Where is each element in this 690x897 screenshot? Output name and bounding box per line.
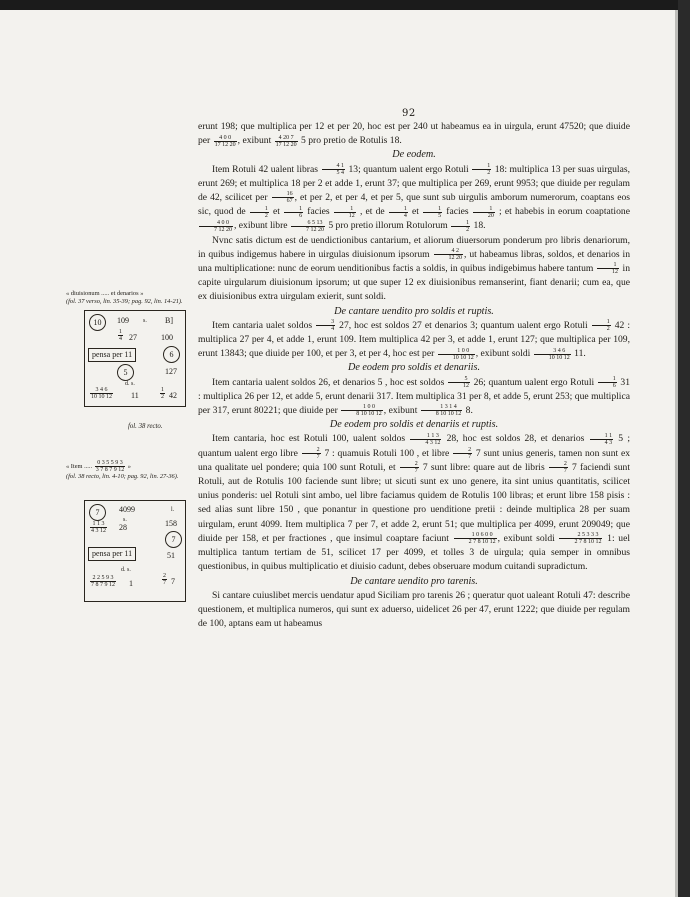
diagram-value: 11 <box>131 391 139 400</box>
fraction: $\frac{1 1 3}{4 3 12}$ <box>410 433 441 446</box>
scan-top-edge <box>0 0 690 10</box>
pensa-box: pensa per 11 <box>88 348 136 362</box>
fraction: $\frac{1}{2}$ <box>451 220 470 233</box>
section-heading-1: De eodem. <box>392 149 436 161</box>
fraction: $\frac{1}{6}$ <box>284 206 303 219</box>
fraction: $\frac{4 1}{5 4}$ <box>322 163 346 176</box>
fraction: $\frac{1}{2}$ <box>592 319 611 332</box>
main-text <box>198 120 630 631</box>
diagram-value: 7 <box>171 577 175 586</box>
page-number: 92 <box>402 108 416 119</box>
section-heading-2: De cantare uendito pro soldis et ruptis. <box>334 305 494 317</box>
fraction: $\frac{1 1}{4 3}$ <box>590 433 614 446</box>
diagram-value: 27 <box>129 333 137 342</box>
diagram-value: 158 <box>165 519 177 528</box>
section-heading-4: De eodem pro soldis et denariis et ruptis. <box>329 419 499 431</box>
fraction: $\frac{1 0 6 0 0}{2 7 8 10 12}$ <box>454 532 497 545</box>
fraction: $\frac{2}{7}$ <box>302 447 321 460</box>
diagram-value: 4099 <box>119 505 135 514</box>
circled-number: 10 <box>89 314 106 331</box>
fraction: $\frac{3}{4}$ <box>316 319 335 332</box>
fraction: $\frac{16}{67}$ <box>272 191 294 204</box>
margin-note-1-text: « diuisionum ..... et denarios » <box>66 290 144 297</box>
diagram-fraction: $\frac{2}{7}$ <box>163 573 166 586</box>
margin-note-2-text: « Item ..... $\frac{0 3 5 5 9 3}{3 7 8 7 9 12}$ » <box>66 460 131 473</box>
circled-number: 7 <box>89 504 106 521</box>
fraction: $\frac{6 5 13}{7 12 20}$ <box>291 220 325 233</box>
fraction: $\frac{4 20 7}{17 12 20}$ <box>275 134 297 148</box>
diagram-label: l. <box>171 507 175 513</box>
diagram-value: 42 <box>169 391 177 400</box>
diagram-fraction: $\frac{1}{4}$ <box>119 329 122 342</box>
paragraph-5: Item cantaria ualent soldos 26, et denarios 5 , hoc est soldos $\frac{5}{12}$ 26; quantum ualent ergo Rotuli $\frac{1}{6}$ 31 : multiplica 26 per 12, et adde 5, erunt denarii 317. Item multiplica 31 per 8, et adde 5, erunt 253; que multiplica per 317, erunt 80221; que diuide per $\frac{1 0 0}{8 10 10 12}$ , exibunt $\frac{1 3 1 4}{8 10 10 12}$ 8. <box>198 375 631 418</box>
fraction: $\frac{1}{12}$ <box>597 262 619 275</box>
fraction: $\frac{3 4 6}{10 10 12}$ <box>534 348 571 361</box>
margin-note-2 <box>66 460 186 481</box>
paragraph-7: Si cantare cuiuslibet mercis uendatur apud Siciliam pro tarenis 26 ; queratur quot ualeant Rotuli 47: describe questionem, et multiplica numeros, qui sunt ex aduerso, uidelicet 26 per 47, erunt 1222; que diuide per regulam de 100, aptans eam ut habeamus <box>198 589 630 630</box>
section-heading-3: De eodem pro soldis et denariis. <box>347 362 481 374</box>
diagram-fraction: $\frac{3 4 6}{10 10 12}$ <box>91 387 112 400</box>
fraction: $\frac{0 3 5 5 9 3}{3 7 8 7 9 12}$ <box>95 460 125 473</box>
margin-note-2-ref: (fol. 38 recto, lin. 4-10; pag. 92, lin. 27-36). <box>66 473 179 480</box>
diagram-label: d. s. <box>125 381 135 387</box>
diagram-label: s. <box>123 517 127 523</box>
fraction: $\frac{1}{5}$ <box>423 206 442 219</box>
computation-diagram-1 <box>84 310 186 407</box>
fraction: $\frac{1 0 0}{10 10 12}$ <box>438 348 475 361</box>
paragraph-3: Nvnc satis dictum est de uendictionibus cantarium, et aliorum diuersorum ponderum pro libris denariorum, in quibus indigemus habere in uirgulas diuisionum ipsorum $\frac{4 2}{12 20}$ , ut habeamus libras, soldos, et denarios in una multiplicatione: nunc de eorum uenditionibus factis a soldis, in quibus indigebimus habere tantum $\frac{1}{12}$ in capite uirgularum diuisionum ipsorum; ut que super 12 ex diuisionibus remanserint, fiant denarii; cum ea, que ex diuisionibus extra uirgulam exierit, sunt soldi. <box>198 234 630 303</box>
diagram-fraction: $\frac{1}{2}$ <box>161 387 164 400</box>
diagram-label: s. <box>143 318 147 324</box>
circled-number: 6 <box>163 346 180 363</box>
fraction: $\frac{4 2}{12 20}$ <box>434 248 464 261</box>
fraction: $\frac{1 3 1 4}{8 10 10 12}$ <box>421 404 463 417</box>
paragraph-1: erunt 198; que multiplica per 12 et per 20, hoc est per 240 ut habeamus ea in uirgula, erunt 47520; que diuide per $\frac{4 0 0}{17 12 20}$ , exibunt $\frac{4 20 7}{17 12 20}$ 5 pro pretio de Rotulis 18. <box>198 121 630 148</box>
fraction: $\frac{4 0 0}{17 12 20}$ <box>214 134 236 148</box>
fraction: $\frac{1}{12}$ <box>334 206 356 219</box>
fraction: $\frac{1}{4}$ <box>389 206 408 219</box>
diagram-fraction: $\frac{2 2 5 9 3}{7 8 7 9 12}$ <box>91 575 115 588</box>
circled-number: 7 <box>165 531 182 548</box>
margin-note-1-ref: (fol. 37 verso, lin. 35-39; pag. 92, lin. 14-21). <box>66 298 183 305</box>
diagram-value: 1 <box>129 579 133 588</box>
paragraph-2: Item Rotuli 42 ualent libras $\frac{4 1}{5 4}$ 13; quantum ualent ergo Rotuli $\frac{1}{2}$ 18: multiplica 13 per suas uirgulas, erunt 269; et multiplica 18 per 2 et adde 1, erunt 37; que multiplica per 269, erunt 9953; que diuide per regulam de 42, scilicet per $\frac{16}{67}$ , et per 2, et per 4, et per 5, que sunt sub uirgulis amborum numerorum, coaptans eos sic, quod de $\frac{1}{2}$ et $\frac{1}{6}$ facies $\frac{1}{12}$ , et de $\frac{1}{4}$ et $\frac{1}{5}$ facies $\frac{1}{20}$ ; et habebis in eorum coaptatione $\frac{4 0 0}{7 12 20}$ , exibunt libre $\frac{6 5 13}{7 12 20}$ 5 pro pretio illorum Rotulorum $\frac{1}{2}$ 18. <box>198 162 631 233</box>
computation-diagram-2 <box>84 500 186 602</box>
diagram-label: d. s. <box>121 567 131 573</box>
diagram-value: 127 <box>165 367 177 376</box>
fraction: $\frac{1}{2}$ <box>472 163 491 176</box>
fraction: $\frac{2}{7}$ <box>453 447 472 460</box>
scan-right-edge <box>678 0 690 897</box>
fraction: $\frac{2}{7}$ <box>549 461 568 474</box>
circled-number: 5 <box>117 364 134 381</box>
fraction: $\frac{2 5 3 3 3}{2 7 8 10 12}$ <box>559 532 602 545</box>
fraction: $\frac{1}{2}$ <box>250 206 269 219</box>
pensa-box: pensa per 11 <box>88 547 136 561</box>
diagram-value: 28 <box>119 523 127 532</box>
folio-reference: fol. 38 recto. <box>128 423 163 430</box>
section-heading-5: De cantare uendito pro tarenis. <box>350 575 478 587</box>
diagram-value: 51 <box>167 551 175 560</box>
diagram-value: 100 <box>161 333 173 342</box>
diagram-value: B] <box>165 316 173 325</box>
margin-note-1 <box>66 290 186 306</box>
fraction: $\frac{4 0 0}{7 12 20}$ <box>199 220 233 233</box>
diagram-value: 109 <box>117 316 129 325</box>
fraction: $\frac{1}{20}$ <box>473 206 495 219</box>
fraction: $\frac{2}{7}$ <box>400 461 419 474</box>
diagram-fraction: $\frac{1 1 3}{4 3 12}$ <box>91 521 106 534</box>
fraction: $\frac{5}{12}$ <box>448 376 470 389</box>
fraction: $\frac{1 0 0}{8 10 10 12}$ <box>341 404 383 417</box>
fraction: $\frac{1}{6}$ <box>598 376 617 389</box>
paragraph-4: Item cantaria ualet soldos $\frac{3}{4}$ 27, hoc est soldos 27 et denarios 3; quantum ualent ergo Rotuli $\frac{1}{2}$ 42 : multiplica 27 per 4, et adde 1, erunt 109. Item multiplica 42 per 3, et adde 1, erunt 127; que multiplica per 109, erunt 13843; que diuide per 100, et per 3, et per 4, hoc est per $\frac{1 0 0}{10 10 12}$ , exibunt soldi $\frac{3 4 6}{10 10 12}$ 11. <box>198 319 631 361</box>
paragraph-6: Item cantaria, hoc est Rotuli 100, ualent soldos $\frac{1 1 3}{4 3 12}$ 28, hoc est soldos 28, et denarios $\frac{1 1}{4 3}$ 5 ; quantum ualent ergo libre $\frac{2}{7}$ 7 : quamuis Rotuli 100 , et libre $\frac{2}{7}$ 7 sunt unius generis, tamen non sunt ex una qualitate uel pondere; quia 100 sunt Rotuli, et $\frac{2}{7}$ 7 sunt libre: quare aut de libris $\frac{2}{7}$ 7 faciendi sunt Rotuli, aut de Rotulis 100 faciende sunt libre; ut sicuti sunt ex uno genere, ita sint unius quantitatis, scilicet unius ponderis: uel Rotuli sint ambo, uel libre faciamus quidem de Rotulis 100 libras; et erunt libre 158 pisis : sed alias sunt libre 150 , que ponantur in questione pro uenditione pretii : deinde multiplica 28 per suam uirgulam, erunt 4099. Item multiplica 7 per 7, et adde 2, erunt 51; que multiplica per 4099, erunt 209049; que diuide per 158, et per fractiones , que insimul coaptare faciunt $\frac{1 0 6 0 0}{2 7 8 10 12}$ , exibunt soldi $\frac{2 5 3 3 3}{2 7 8 10 12}$ 1: uel multiplica tantum tertiam de 51, scilicet 17 per 4099, et tolles 3 de uirgula; quia semper in omnibus questionibus, in quibus multiplicatio et diuisio cadunt, debes obseruare modum cuitandi supradictum. <box>198 432 631 573</box>
